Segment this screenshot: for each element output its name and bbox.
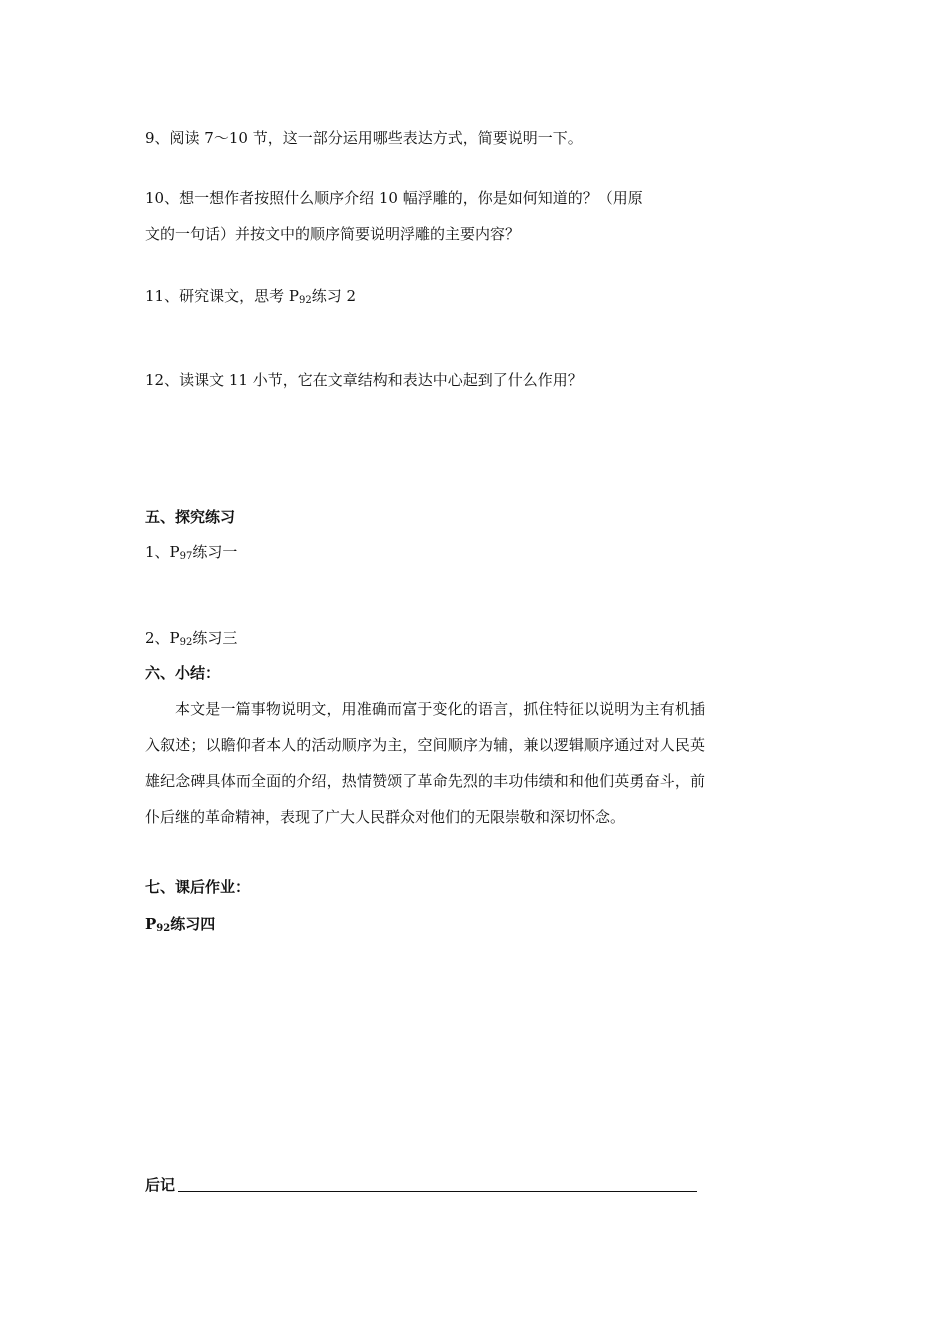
- homework-subscript: 92: [156, 923, 171, 934]
- section-5-item-1-suffix: 练习一: [192, 543, 238, 561]
- section-7-heading: [145, 877, 250, 897]
- question-11-page-subscript: 92: [298, 295, 312, 306]
- section-5-item-1-subscript: 97: [179, 551, 193, 562]
- homework-prefix: P: [145, 915, 157, 933]
- question-12-text: 12、读课文 11 小节，它在文章结构和表达中心起到了什么作用？: [145, 371, 583, 389]
- question-10-line-1: [145, 188, 643, 208]
- section-5-item-2: [145, 628, 237, 653]
- homework-item: [145, 914, 215, 939]
- section-7-heading-text: 七、课后作业：: [145, 878, 251, 896]
- section-5-heading: [145, 507, 235, 527]
- question-10-line-2: [145, 224, 520, 244]
- section-5-item-1-prefix: 1、P: [145, 543, 180, 561]
- question-11: [145, 286, 356, 311]
- section-6-heading: [145, 663, 220, 683]
- section-5-heading-text: 五、探究练习: [145, 508, 236, 526]
- section-5-item-2-prefix: 2、P: [145, 629, 180, 647]
- section-5-item-1: [145, 542, 237, 567]
- summary-paragraph: [145, 691, 705, 835]
- postscript-underline[interactable]: [178, 1191, 697, 1192]
- section-5-item-2-subscript: 92: [179, 637, 193, 648]
- question-10-text-2: 文的一句话）并按文中的顺序简要说明浮雕的主要内容？: [145, 225, 521, 243]
- postscript-label: 后记: [145, 1176, 176, 1194]
- question-10-text-1: 10、想一想作者按照什么顺序介绍 10 幅浮雕的，你是如何知道的？（用原: [145, 189, 643, 207]
- section-5-item-2-suffix: 练习三: [192, 629, 238, 647]
- section-6-heading-text: 六、小结：: [145, 664, 221, 682]
- question-9-text: 9、阅读 7～10 节，这一部分运用哪些表达方式，简要说明一下。: [145, 129, 583, 147]
- question-9: [145, 128, 583, 148]
- question-11-prefix: 11、研究课文，思考 P: [145, 287, 299, 305]
- question-12: [145, 370, 583, 390]
- summary-text: 本文是一篇事物说明文，用准确而富于变化的语言，抓住特征以说明为主有机插入叙述；以瞻仰者本人的活动顺序为主，空间顺序为辅，兼以逻辑顺序通过对人民英雄纪念碑具体而全面的介绍，热情赞颂了革命先烈的丰功伟绩和和他们英勇奋斗，前仆后继的革命精神，表现了广大人民群众对他们的无限崇敬和深切怀念。: [145, 700, 705, 826]
- homework-suffix: 练习四: [170, 915, 216, 933]
- postscript: [145, 1175, 175, 1195]
- question-11-suffix: 练习 2: [311, 287, 356, 305]
